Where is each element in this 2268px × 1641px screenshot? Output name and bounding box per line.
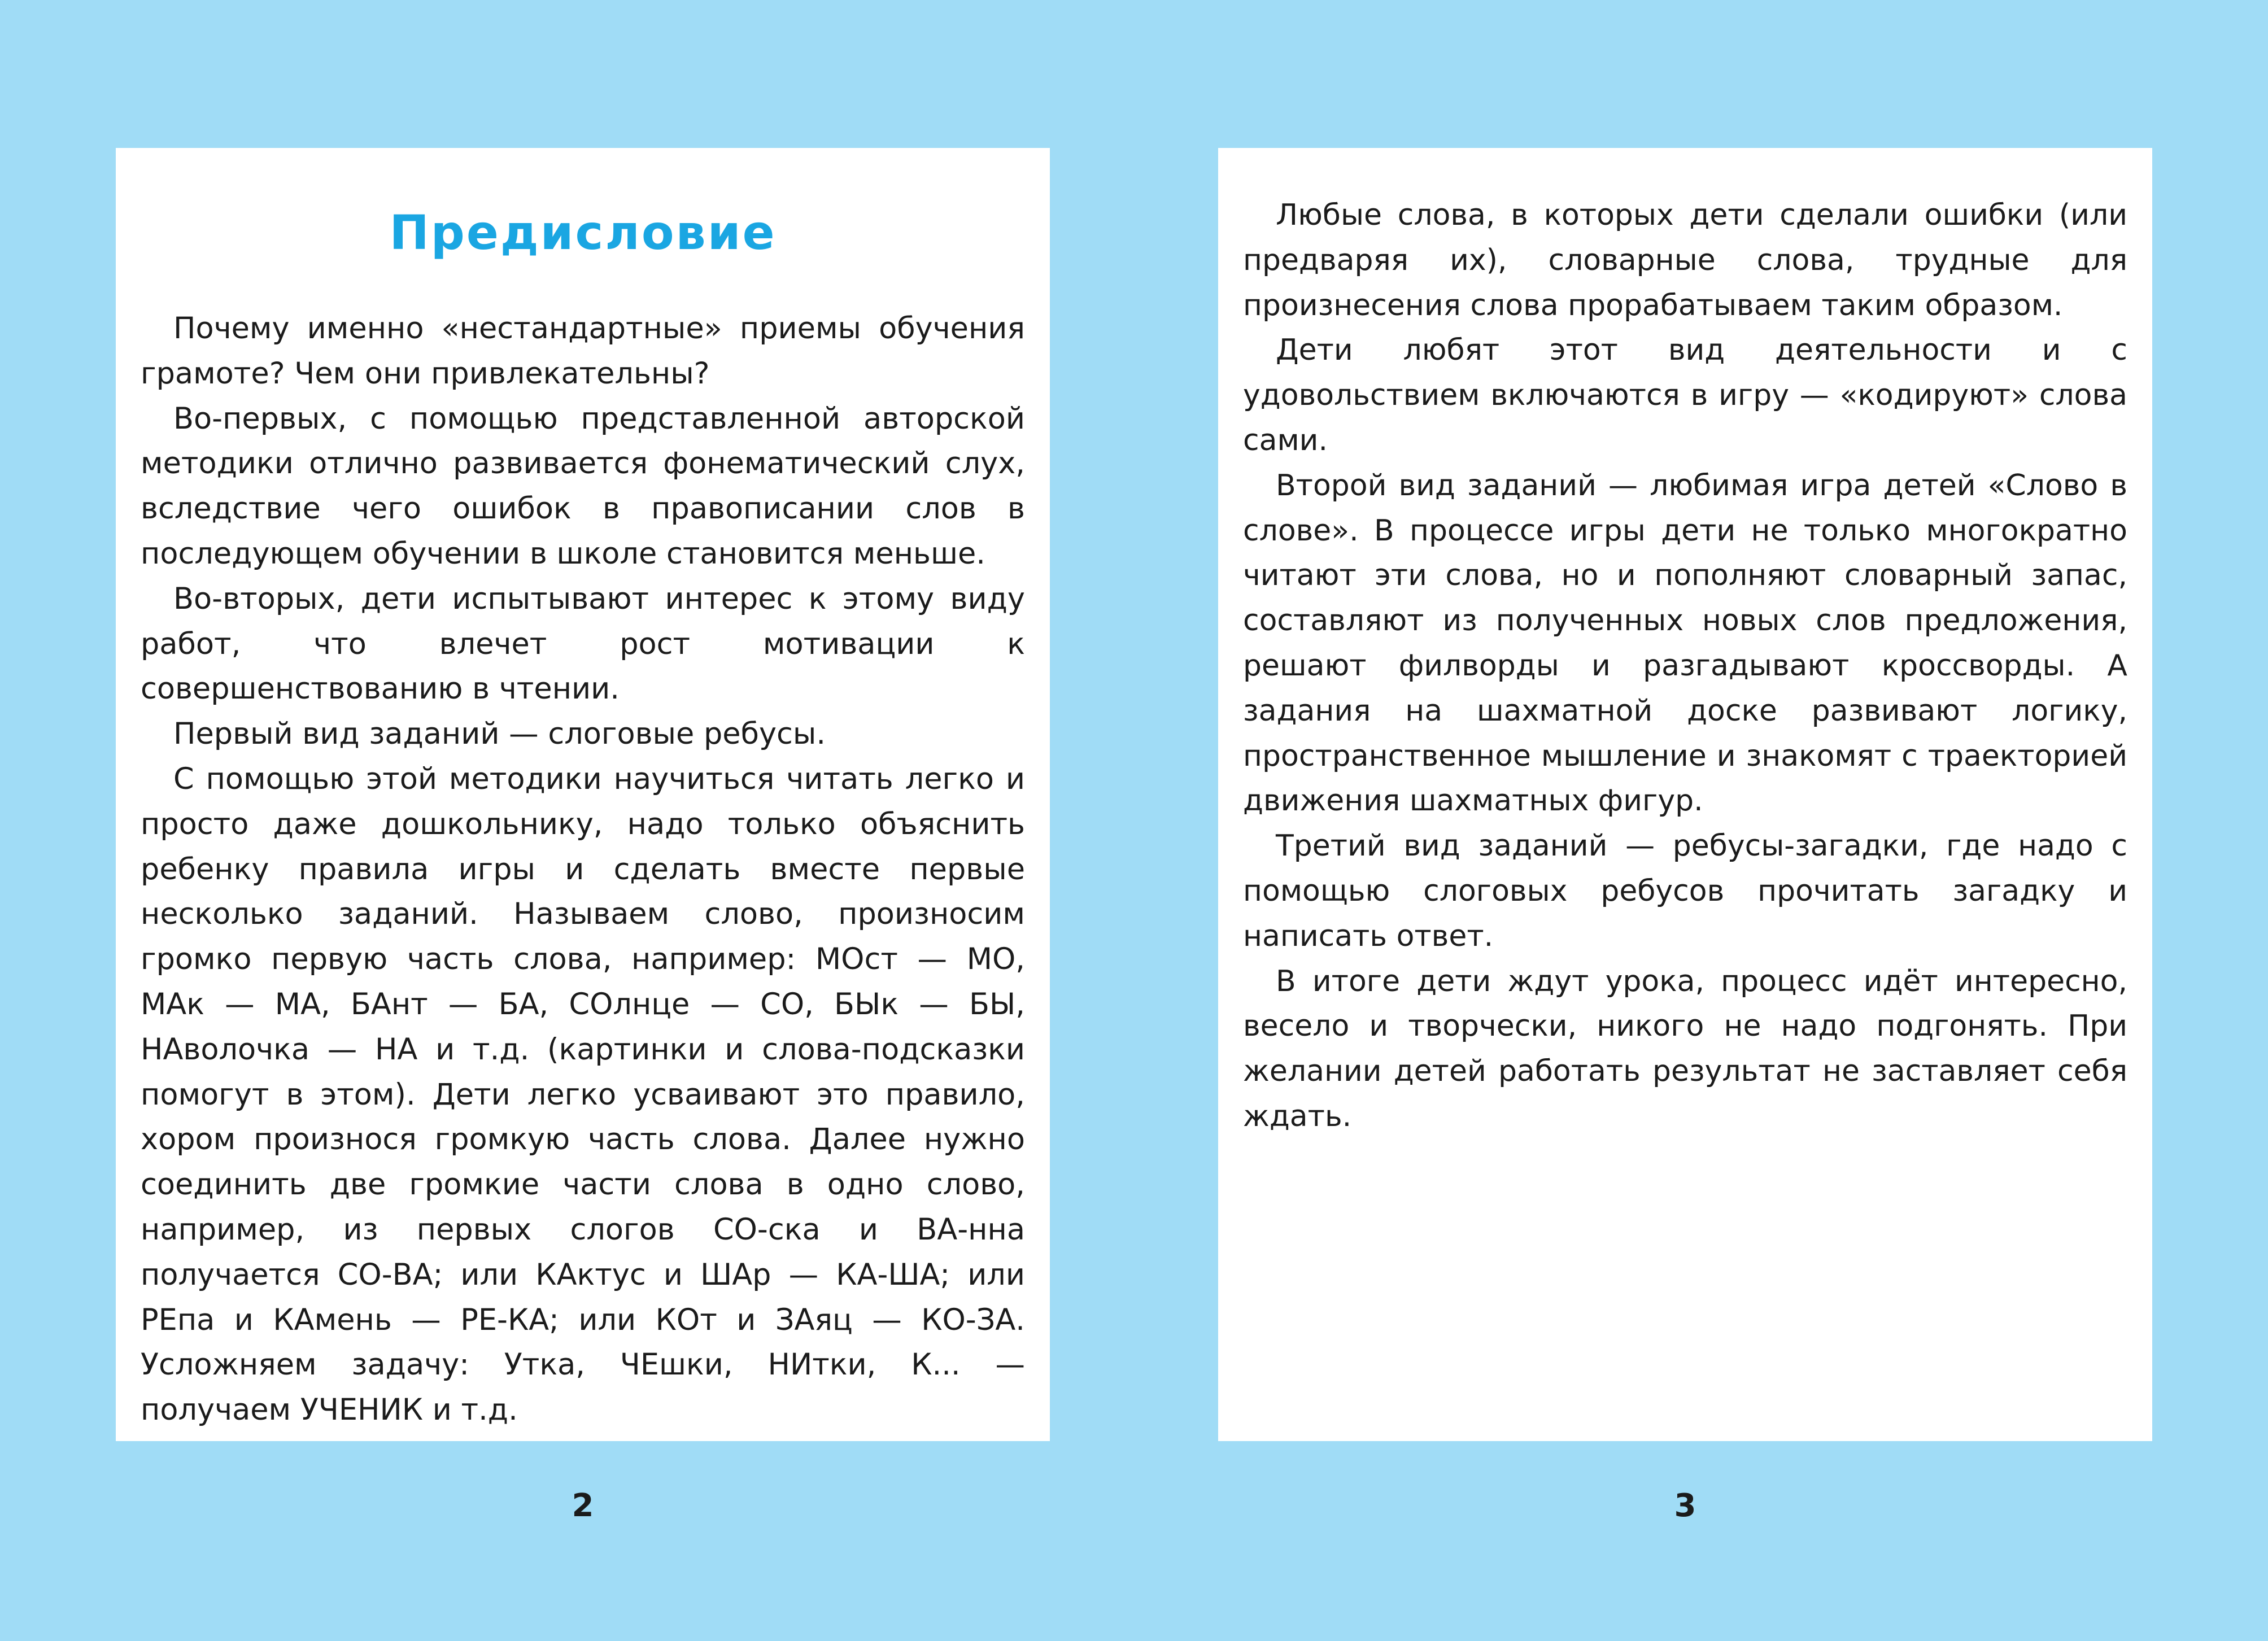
paragraph: В итоге дети ждут урока, процесс идёт интересно, весело и творчески, никого не надо подгонять. При желании детей работать результат не заставляет себя ждать. [1243,964,2127,1133]
paragraph: Второй вид заданий — любимая игра детей «Слово в слове». В процессе игры дети не только многократно читают эти слова, но и пополняют словарный запас, составляют из полученных новых слов предложения, решают филворды и разгадывают кроссворды. А задания на шахматной доске развивают логику, пространственное мышление и знакомят с траекторией движения шахматных фигур. [1243,468,2127,818]
paragraph: Любые слова, в которых дети сделали ошибки (или предваряя их), словарные слова, трудные для произнесения слова прорабатываем таким образом. [1243,198,2127,322]
paragraph: Почему именно «нестандартные» приемы обучения грамоте? Чем они привлекательны? [141,311,1025,391]
paragraph: Во-вторых, дети испытывают интерес к этому виду работ, что влечет рост мотивации к совершенствованию в чтении. [141,581,1025,706]
paragraph: Первый вид заданий — слоговые ребусы. [173,717,826,752]
page-number-left: 2 [572,1487,594,1524]
paragraph: Во-первых, с помощью представленной авторской методики отлично развивается фонематический слух, вследствие чего ошибок в правописании слов в последующем обучении в школе становится меньше. [141,401,1025,571]
paragraph: Третий вид заданий — ребусы-загадки, где надо с помощью слоговых ребусов прочитать загадку и написать ответ. [1243,829,2127,953]
paragraph: С помощью этой методики научиться читать легко и просто даже дошкольнику, надо только объяснить ребенку правила игры и сделать вместе первые несколько заданий. Называем слово, произносим громко первую часть слова, например: МОст — МО, МАк — МА, БАнт — БА, СОлнце — СО, БЫк — БЫ, НАволочка — НА и т.д. (картинки и слова-подсказки помогут в этом). Дети легко усваивают это правило, хором произнося громкую часть слова. Далее нужно соединить две громкие части слова в одно слово, например, из первых слогов СО-ска и ВА-нна получается СО-ВА; или КАктус и ШАр — КА-ША; или РЕпа и КАмень — РЕ-КА; или КОт и ЗАяц — КО-ЗА. Усложняем задачу: Утка, ЧЕшки, НИтки, К... — получаем УЧЕНИК и т.д. [141,761,1025,1428]
page-title: Предисловие [389,205,777,260]
paragraph: Дети любят этот вид деятельности и с удовольствием включаются в игру — «кодируют» слова сами. [1243,333,2127,457]
page-number-right: 3 [1674,1487,1696,1524]
left-page [116,148,1050,1441]
right-page [1218,148,2152,1441]
